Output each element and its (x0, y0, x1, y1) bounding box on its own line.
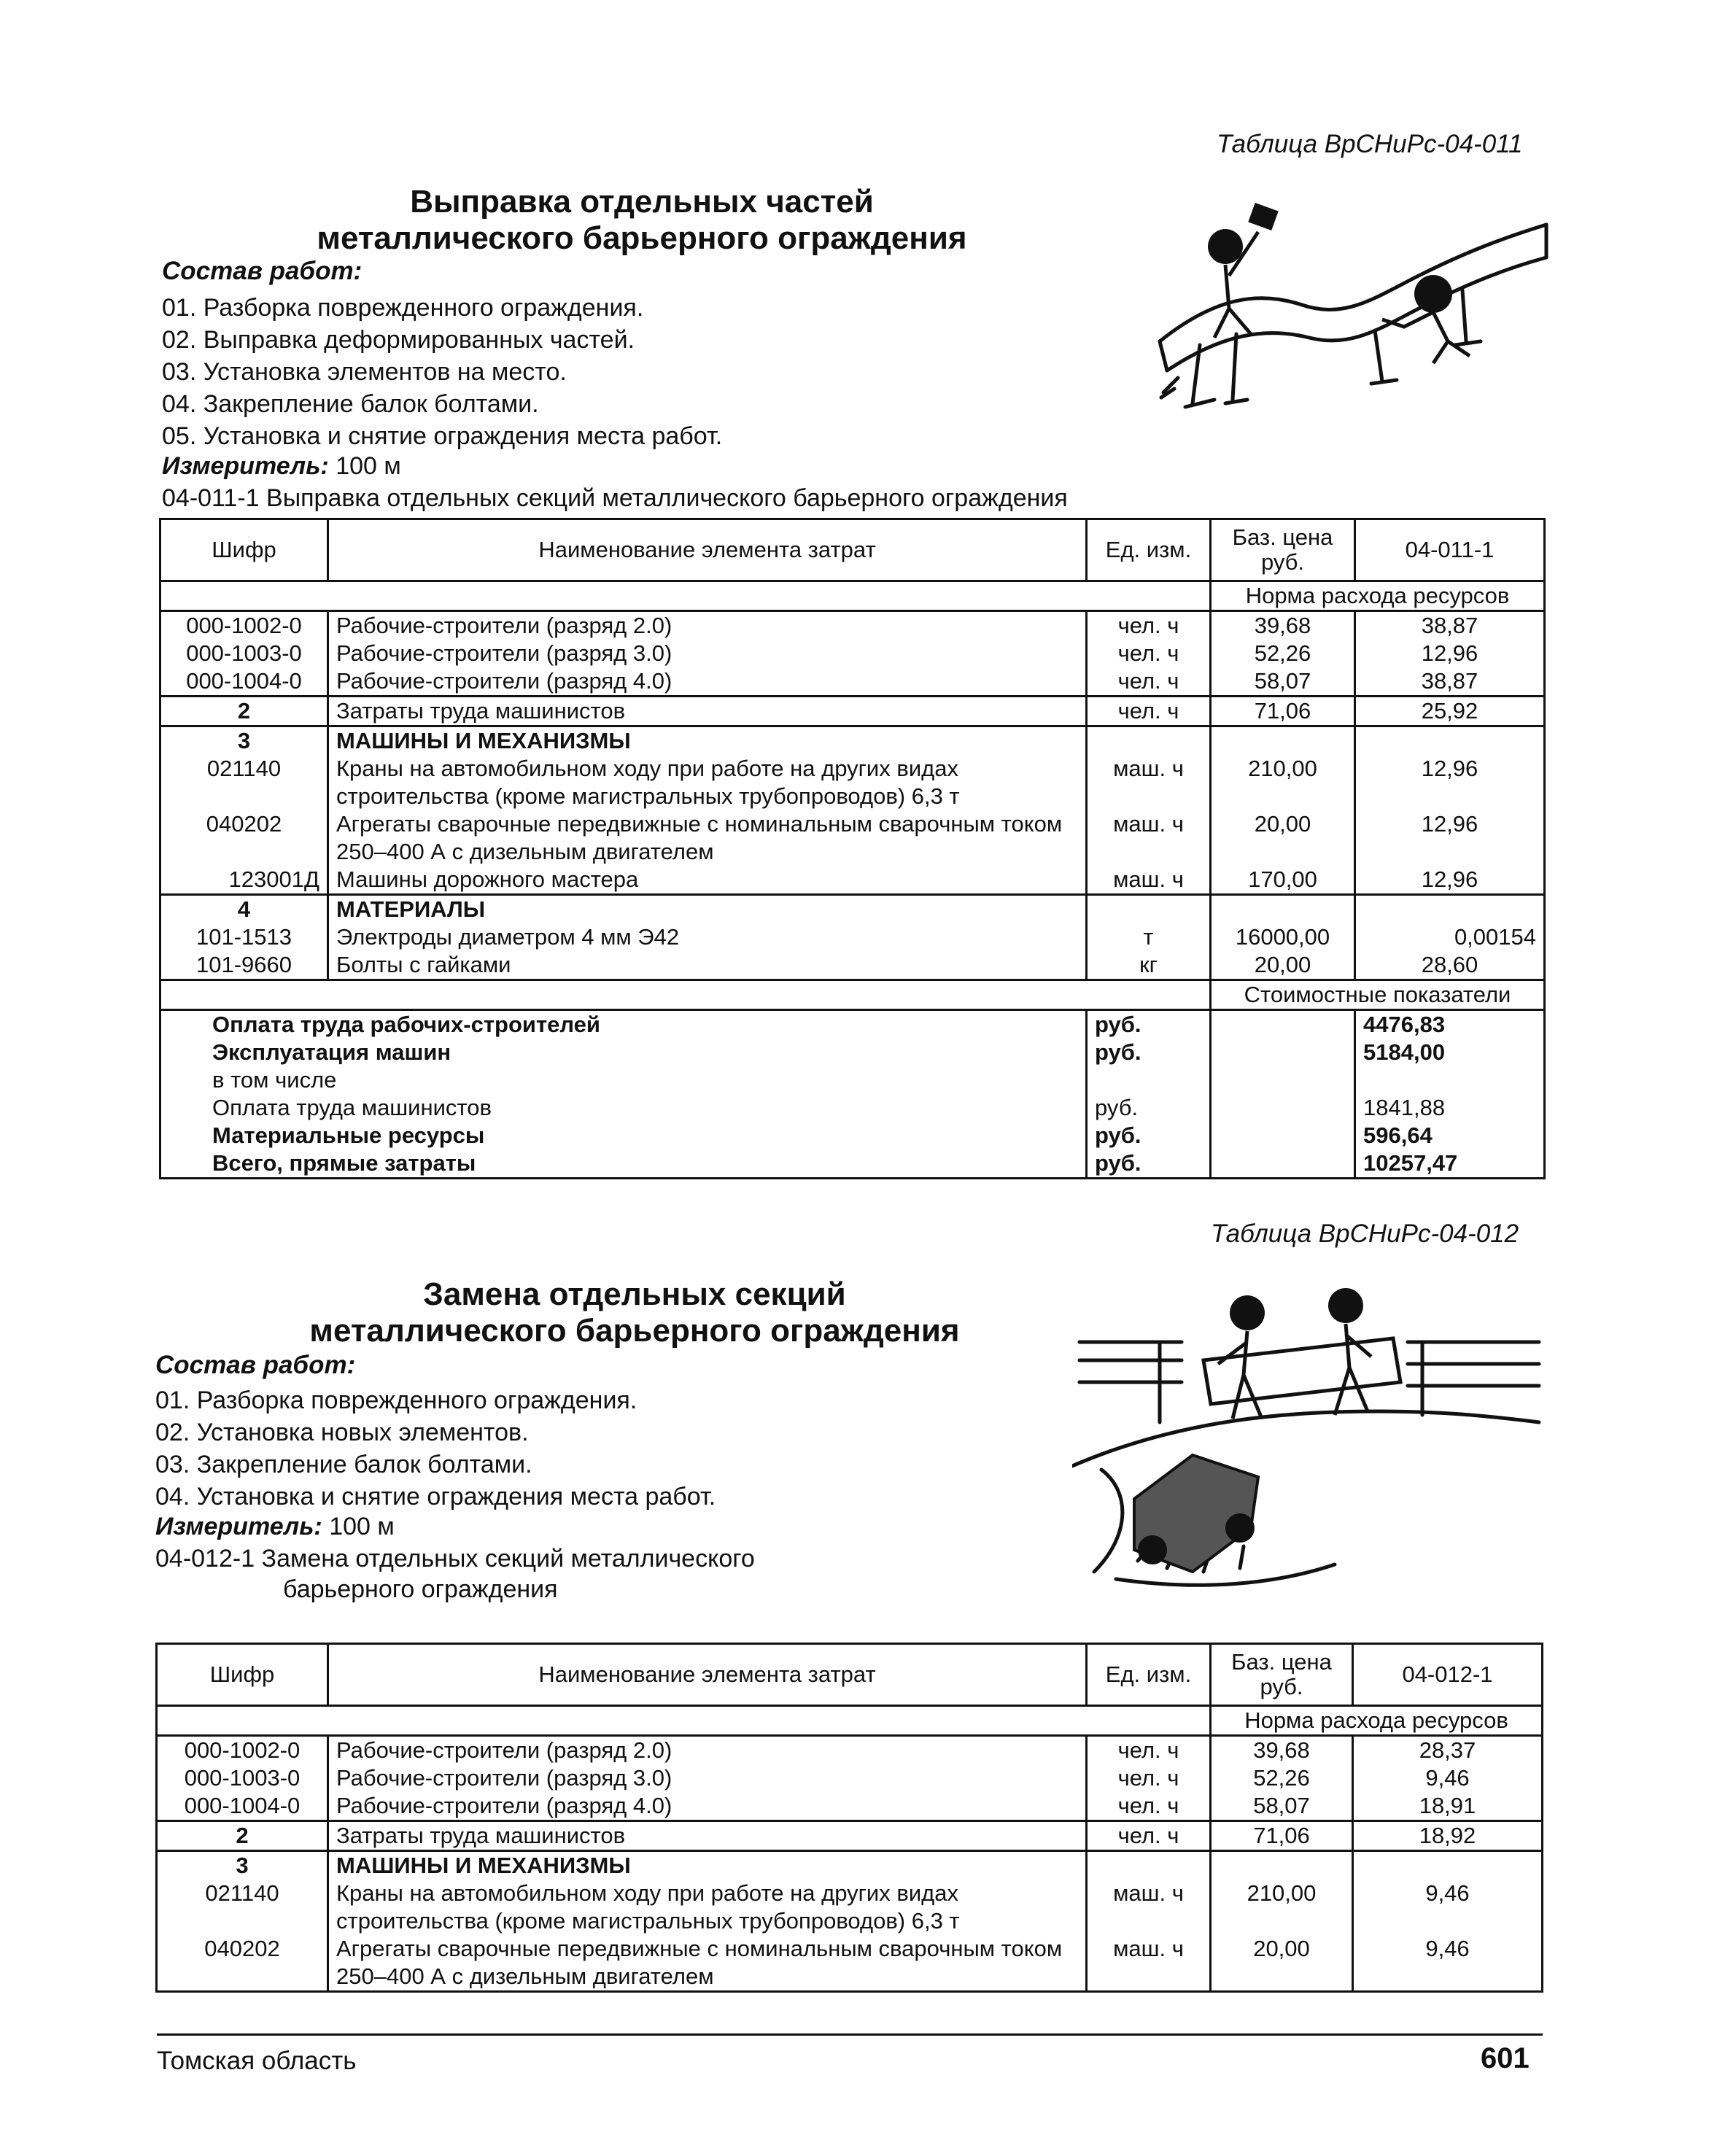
row-unit: маш. ч (1087, 755, 1211, 810)
row-name: Краны на автомобильном ходу при работе на других видах строительства (кроме магистральных трубопроводов) 6,3 т (328, 755, 1087, 810)
row-name: МАШИНЫ И МЕХАНИЗМЫ (328, 1851, 1087, 1880)
footer-divider (157, 2033, 1543, 2036)
norms-table (155, 1643, 1543, 1993)
workers-replacing-illustration (1072, 1273, 1546, 1608)
cost-value: 5184,00 (1355, 1039, 1545, 1066)
row-name: МАШИНЫ И МЕХАНИЗМЫ (328, 726, 1087, 756)
measure-value: 100 м (336, 452, 401, 480)
cost-row (160, 1066, 1545, 1094)
row-value: 38,87 (1355, 667, 1545, 697)
row-unit: чел. ч (1087, 1736, 1211, 1765)
row-value: 18,91 (1353, 1792, 1543, 1821)
cost-unit: руб. (1087, 1010, 1211, 1039)
row-code: 000-1002-0 (160, 611, 328, 640)
row-unit: т (1087, 923, 1211, 951)
row-unit: чел. ч (1087, 667, 1211, 697)
row-value: 12,96 (1355, 866, 1545, 895)
measure-label: Измеритель: (155, 1513, 322, 1540)
row-code: 000-1004-0 (157, 1792, 328, 1821)
row-name: Рабочие-строители (разряд 3.0) (328, 640, 1087, 667)
row-value: 9,46 (1353, 1764, 1543, 1792)
norm-code-line: 04-012-1 Замена отдельных секций металлического (155, 1545, 755, 1573)
col-header-norm: 04-011-1 (1355, 519, 1545, 581)
row-code: 000-1002-0 (157, 1736, 328, 1765)
title-line-1: Замена отдельных секций (423, 1276, 846, 1312)
cost-value: 1841,88 (1355, 1094, 1545, 1122)
measure-label: Измеритель: (162, 452, 329, 480)
footer-region: Томская область (157, 2047, 357, 2075)
row-value: 9,46 (1353, 1935, 1543, 1992)
row-code: 123001Д (160, 866, 328, 895)
row-name: Машины дорожного мастера (328, 866, 1087, 895)
cost-row (160, 1010, 1545, 1039)
cost-value: 10257,47 (1355, 1149, 1545, 1179)
list-item: 03. Установка элементов на место. (162, 358, 567, 386)
band-row (160, 581, 1545, 611)
row-value: 12,96 (1355, 640, 1545, 667)
col-header-unit: Ед. изм. (1087, 1644, 1211, 1706)
row-code: 000-1003-0 (157, 1764, 328, 1792)
row-price: 16000,00 (1211, 923, 1355, 951)
row-code: 101-1513 (160, 923, 328, 951)
table-row (160, 611, 1545, 640)
measure-unit (162, 452, 401, 481)
row-name: Электроды диаметром 4 мм Э42 (328, 923, 1087, 951)
row-name: Затраты труда машинистов (328, 697, 1087, 726)
col-header-name: Наименование элемента затрат (328, 1644, 1087, 1706)
band-row (160, 980, 1545, 1010)
norm-code-line: 04-011-1 Выправка отдельных секций металлического барьерного ограждения (162, 484, 1068, 512)
row-price: 71,06 (1211, 697, 1355, 726)
band-resources: Норма расхода ресурсов (1211, 581, 1545, 611)
cost-name: Всего, прямые затраты (160, 1149, 1087, 1179)
row-unit: маш. ч (1087, 1880, 1211, 1935)
col-header-norm: 04-012-1 (1353, 1644, 1543, 1706)
table-row (160, 810, 1545, 866)
table-row (157, 1792, 1543, 1821)
row-price: 52,26 (1211, 1764, 1353, 1792)
workers-straightening-illustration (1156, 195, 1550, 429)
cost-row (160, 1122, 1545, 1149)
row-code: 000-1003-0 (160, 640, 328, 667)
band-row (157, 1706, 1543, 1736)
cost-row (160, 1094, 1545, 1122)
row-name: МАТЕРИАЛЫ (328, 895, 1087, 924)
row-price: 71,06 (1211, 1821, 1353, 1851)
row-price: 170,00 (1211, 866, 1355, 895)
col-header-code: Шифр (157, 1644, 328, 1706)
table-row (160, 923, 1545, 951)
row-price: 39,68 (1211, 611, 1355, 640)
row-name: Рабочие-строители (разряд 4.0) (328, 667, 1087, 697)
title-line-1: Выправка отдельных частей (410, 184, 874, 220)
work-steps-list (162, 292, 722, 452)
row-name: Краны на автомобильном ходу при работе на других видах строительства (кроме магистральных трубопроводов) 6,3 т (328, 1880, 1087, 1935)
cost-row (160, 1149, 1545, 1179)
measure-value: 100 м (329, 1513, 395, 1540)
row-price: 210,00 (1211, 1880, 1353, 1935)
row-code: 101-9660 (160, 951, 328, 980)
cost-unit: руб. (1087, 1039, 1211, 1066)
row-code: 021140 (160, 755, 328, 810)
cost-name: Оплата труда рабочих-строителей (160, 1010, 1087, 1039)
work-steps-list (155, 1384, 716, 1513)
row-price: 52,26 (1211, 640, 1355, 667)
row-value: 12,96 (1355, 755, 1545, 810)
row-value: 25,92 (1355, 697, 1545, 726)
row-value: 0,00154 (1355, 923, 1545, 951)
table-row (160, 951, 1545, 980)
row-name: Рабочие-строители (разряд 2.0) (328, 1736, 1087, 1765)
measure-unit (155, 1513, 395, 1541)
row-unit: маш. ч (1087, 866, 1211, 895)
list-item: 04. Установка и снятие ограждения места работ. (155, 1483, 716, 1511)
row-name: Рабочие-строители (разряд 3.0) (328, 1764, 1087, 1792)
table-label: Таблица ВрСНиРс-04-012 (1211, 1219, 1519, 1248)
row-name: Затраты труда машинистов (328, 1821, 1087, 1851)
col-header-price: Баз. цена руб. (1211, 1644, 1353, 1706)
list-item: 02. Установка новых элементов. (155, 1419, 529, 1446)
cost-unit: руб. (1087, 1122, 1211, 1149)
table-row (160, 640, 1545, 667)
table-row (160, 895, 1545, 924)
col-header-code: Шифр (160, 519, 328, 581)
table-row (157, 1935, 1543, 1992)
row-name: Болты с гайками (328, 951, 1087, 980)
row-price: 58,07 (1211, 667, 1355, 697)
section-title (212, 1276, 1058, 1349)
row-price: 20,00 (1211, 951, 1355, 980)
cost-value: 596,64 (1355, 1122, 1545, 1149)
col-header-price: Баз. цена руб. (1211, 519, 1355, 581)
list-item: 03. Закрепление балок болтами. (155, 1451, 532, 1478)
row-name: Агрегаты сварочные передвижные с номинальным сварочным током 250–400 А с дизельным двигателем (328, 810, 1087, 866)
cost-unit: руб. (1087, 1149, 1211, 1179)
row-unit: чел. ч (1087, 1821, 1211, 1851)
cost-row (160, 1039, 1545, 1066)
cost-name: Материальные ресурсы (160, 1122, 1087, 1149)
row-value: 28,37 (1353, 1736, 1543, 1765)
table-row (160, 667, 1545, 697)
row-code: 040202 (160, 810, 328, 866)
row-code: 2 (157, 1821, 328, 1851)
row-value: 9,46 (1353, 1880, 1543, 1935)
row-unit: чел. ч (1087, 697, 1211, 726)
list-item: 02. Выправка деформированных частей. (162, 326, 635, 354)
title-line-2: металлического барьерного ограждения (309, 1313, 960, 1349)
row-code: 4 (160, 895, 328, 924)
band-costs: Стоимостные показатели (1211, 980, 1545, 1010)
row-name: Агрегаты сварочные передвижные с номинальным сварочным током 250–400 А с дизельным двигателем (328, 1935, 1087, 1992)
title-line-2: металлического барьерного ограждения (317, 220, 967, 256)
composition-heading: Состав работ: (162, 257, 363, 285)
row-code: 3 (157, 1851, 328, 1880)
table-row (157, 1821, 1543, 1851)
row-unit: чел. ч (1087, 1764, 1211, 1792)
row-price: 20,00 (1211, 1935, 1353, 1992)
row-unit: чел. ч (1087, 1792, 1211, 1821)
row-unit: маш. ч (1087, 1935, 1211, 1992)
cost-name: в том числе (160, 1066, 1087, 1094)
row-name: Рабочие-строители (разряд 4.0) (328, 1792, 1087, 1821)
cost-value: 4476,83 (1355, 1010, 1545, 1039)
row-value: 28,60 (1355, 951, 1545, 980)
row-unit: маш. ч (1087, 810, 1211, 866)
row-code: 040202 (157, 1935, 328, 1992)
row-price: 210,00 (1211, 755, 1355, 810)
table-row (160, 726, 1545, 756)
row-unit: кг (1087, 951, 1211, 980)
table-row (157, 1851, 1543, 1880)
row-unit: чел. ч (1087, 640, 1211, 667)
table-label: Таблица ВрСНиРс-04-011 (1217, 130, 1523, 158)
table-header-row (160, 519, 1545, 581)
page-number: 601 (1481, 2042, 1530, 2074)
row-price: 39,68 (1211, 1736, 1353, 1765)
list-item: 05. Установка и снятие ограждения места работ. (162, 422, 723, 450)
list-item: 04. Закрепление балок болтами. (162, 390, 539, 418)
row-code: 000-1004-0 (160, 667, 328, 697)
row-value: 38,87 (1355, 611, 1545, 640)
table-row (157, 1764, 1543, 1792)
cost-unit: руб. (1087, 1094, 1211, 1122)
table-row (160, 866, 1545, 895)
section-title (219, 184, 1065, 257)
row-price: 58,07 (1211, 1792, 1353, 1821)
table-row (160, 697, 1545, 726)
composition-heading: Состав работ: (155, 1351, 356, 1379)
col-header-unit: Ед. изм. (1087, 519, 1211, 581)
row-code: 3 (160, 726, 328, 756)
row-name: Рабочие-строители (разряд 2.0) (328, 611, 1087, 640)
row-code: 021140 (157, 1880, 328, 1935)
row-code: 2 (160, 697, 328, 726)
row-price: 20,00 (1211, 810, 1355, 866)
band-resources: Норма расхода ресурсов (1211, 1706, 1543, 1736)
table-row (157, 1736, 1543, 1765)
norms-table (159, 518, 1546, 1179)
row-unit: чел. ч (1087, 611, 1211, 640)
table-row (160, 755, 1545, 810)
list-item: 01. Разборка поврежденного ограждения. (162, 294, 644, 322)
cost-name: Эксплуатация машин (160, 1039, 1087, 1066)
row-value: 18,92 (1353, 1821, 1543, 1851)
list-item: 01. Разборка поврежденного ограждения. (155, 1387, 637, 1414)
row-value: 12,96 (1355, 810, 1545, 866)
norm-code-line-cont: барьерного ограждения (283, 1575, 558, 1603)
col-header-name: Наименование элемента затрат (328, 519, 1087, 581)
table-row (157, 1880, 1543, 1935)
cost-name: Оплата труда машинистов (160, 1094, 1087, 1122)
table-header-row (157, 1644, 1543, 1706)
